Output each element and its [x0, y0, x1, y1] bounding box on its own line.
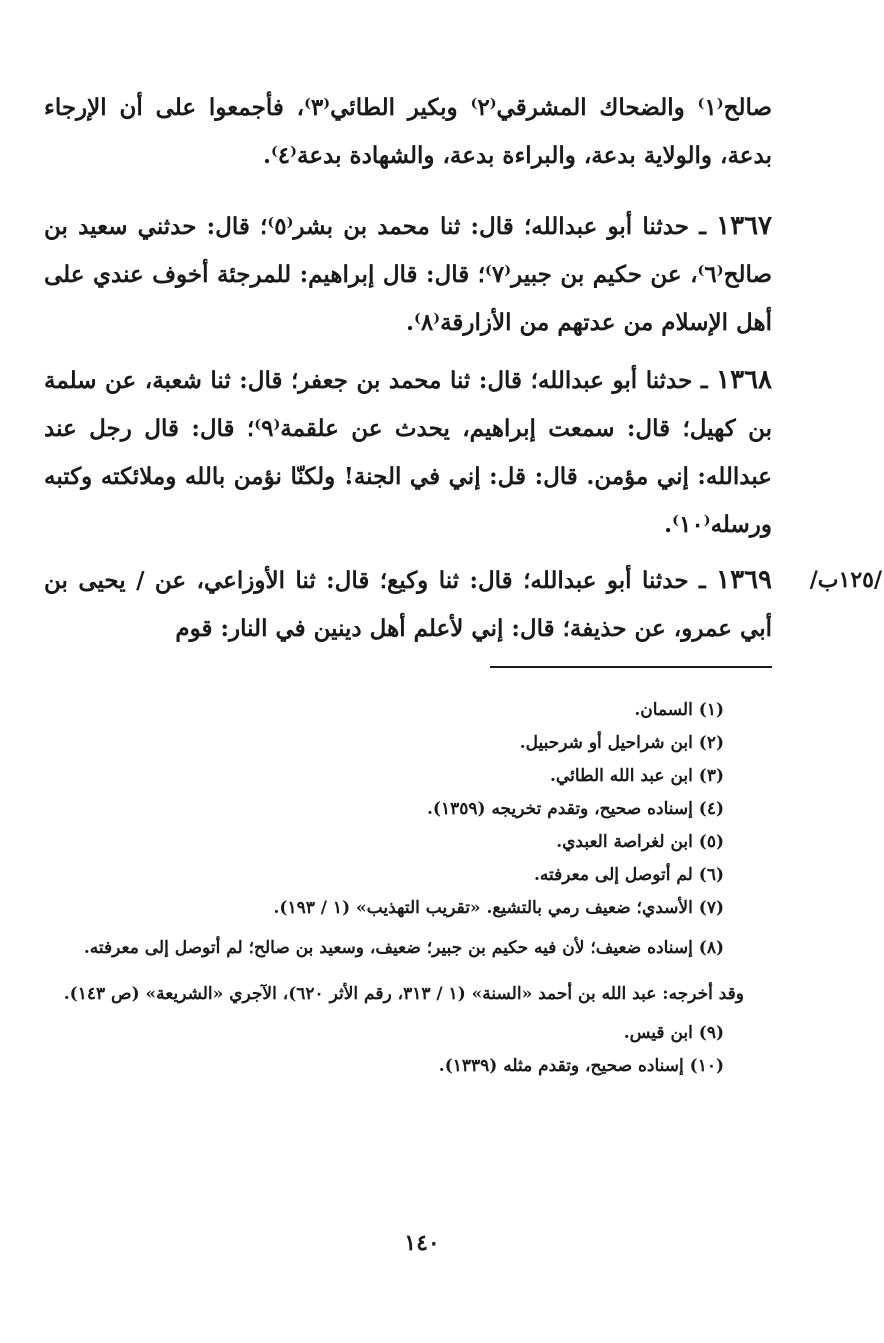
footnote-separator — [490, 666, 772, 668]
paragraph-text: ـ حدثنا أبو عبدالله؛ قال: ثنا وكيع؛ قال: ثنا الأوزاعي، عن / يحيى بن أبي عمرو، عن حذيفة؛ قال: إني لأعلم أهل دينين في النار: قوم — [44, 567, 772, 642]
footnote-6: (٦) لم أتوصل إلى معرفته. — [534, 865, 724, 885]
paragraph-content — [44, 356, 772, 549]
paragraph-text: ـ حدثنا أبو عبدالله؛ قال: ثنا محمد بن بشر⁽٥⁾؛ قال: حدثني سعيد بن صالح⁽٦⁾، عن حكيم بن جبير⁽٧⁾؛ قال: قال إبراهيم: للمرجئة أخوف عندي على أهل الإسلام من عدتهم من الأزارقة⁽٨⁾. — [44, 213, 772, 336]
paragraph-1369 — [44, 556, 772, 653]
manuscript-folio-marker: /١٢٥ب/ — [809, 567, 882, 593]
narration-number: ١٣٦٨ — [716, 365, 772, 395]
footnote-4: (٤) إسناده صحيح، وتقدم تخريجه (١٣٥٩). — [426, 799, 724, 819]
footnote-8-continuation: وقد أخرجه: عبد الله بن أحمد «السنة» (١ / ٣١٣، رقم الأثر ٦٢٠)، الآجري «الشريعة» (ص ١٤٣). — [63, 984, 744, 1004]
narration-number: ١٣٦٧ — [716, 211, 772, 241]
page-number: ١٤٠ — [404, 1230, 440, 1256]
footnote-10: (١٠) إسناده صحيح، وتقدم مثله (١٣٣٩). — [438, 1056, 724, 1076]
footnote-3: (٣) ابن عبد الله الطائي. — [550, 766, 724, 786]
paragraph-content — [44, 202, 772, 347]
paragraph-content — [44, 556, 772, 653]
paragraph-text: صالح⁽١⁾ والضحاك المشرقي⁽٢⁾ وبكير الطائي⁽٣⁾، فأجمعوا على أن الإرجاء بدعة، والولاية بدعة، والبراءة بدعة، والشهادة بدعة⁽٤⁾. — [44, 94, 772, 169]
paragraph-text: ـ حدثنا أبو عبدالله؛ قال: ثنا محمد بن جعفر؛ قال: ثنا شعبة، عن سلمة بن كهيل؛ قال: سمعت إبراهيم، يحدث عن علقمة⁽٩⁾؛ قال: قال رجل عند عبدالله: إني مؤمن. قال: قل: إني في الجنة! ولكنّا نؤمن بالله وملائكته وكتبه ورسله⁽١٠⁾. — [44, 367, 772, 538]
paragraph-1367 — [44, 202, 772, 347]
footnote-2: (٢) ابن شراحيل أو شرحبيل. — [519, 733, 724, 753]
footnote-8: (٨) إسناده ضعيف؛ لأن فيه حكيم بن جبير؛ ضعيف، وسعيد بن صالح؛ لم أتوصل إلى معرفته. — [83, 938, 724, 958]
paragraph-continuation — [44, 84, 772, 180]
footnote-7: (٧) الأسدي؛ ضعيف رمي بالتشيع. «تقريب التهذيب» (١ / ١٩٣). — [273, 898, 724, 918]
paragraph-1368 — [44, 356, 772, 549]
footnote-9: (٩) ابن قيس. — [623, 1023, 724, 1043]
footnotes — [48, 694, 772, 1083]
footnote-1: (١) السمان. — [634, 700, 724, 720]
footnote-5: (٥) ابن لغراصة العبدي. — [556, 832, 724, 852]
narration-number: ١٣٦٩ — [716, 565, 772, 595]
